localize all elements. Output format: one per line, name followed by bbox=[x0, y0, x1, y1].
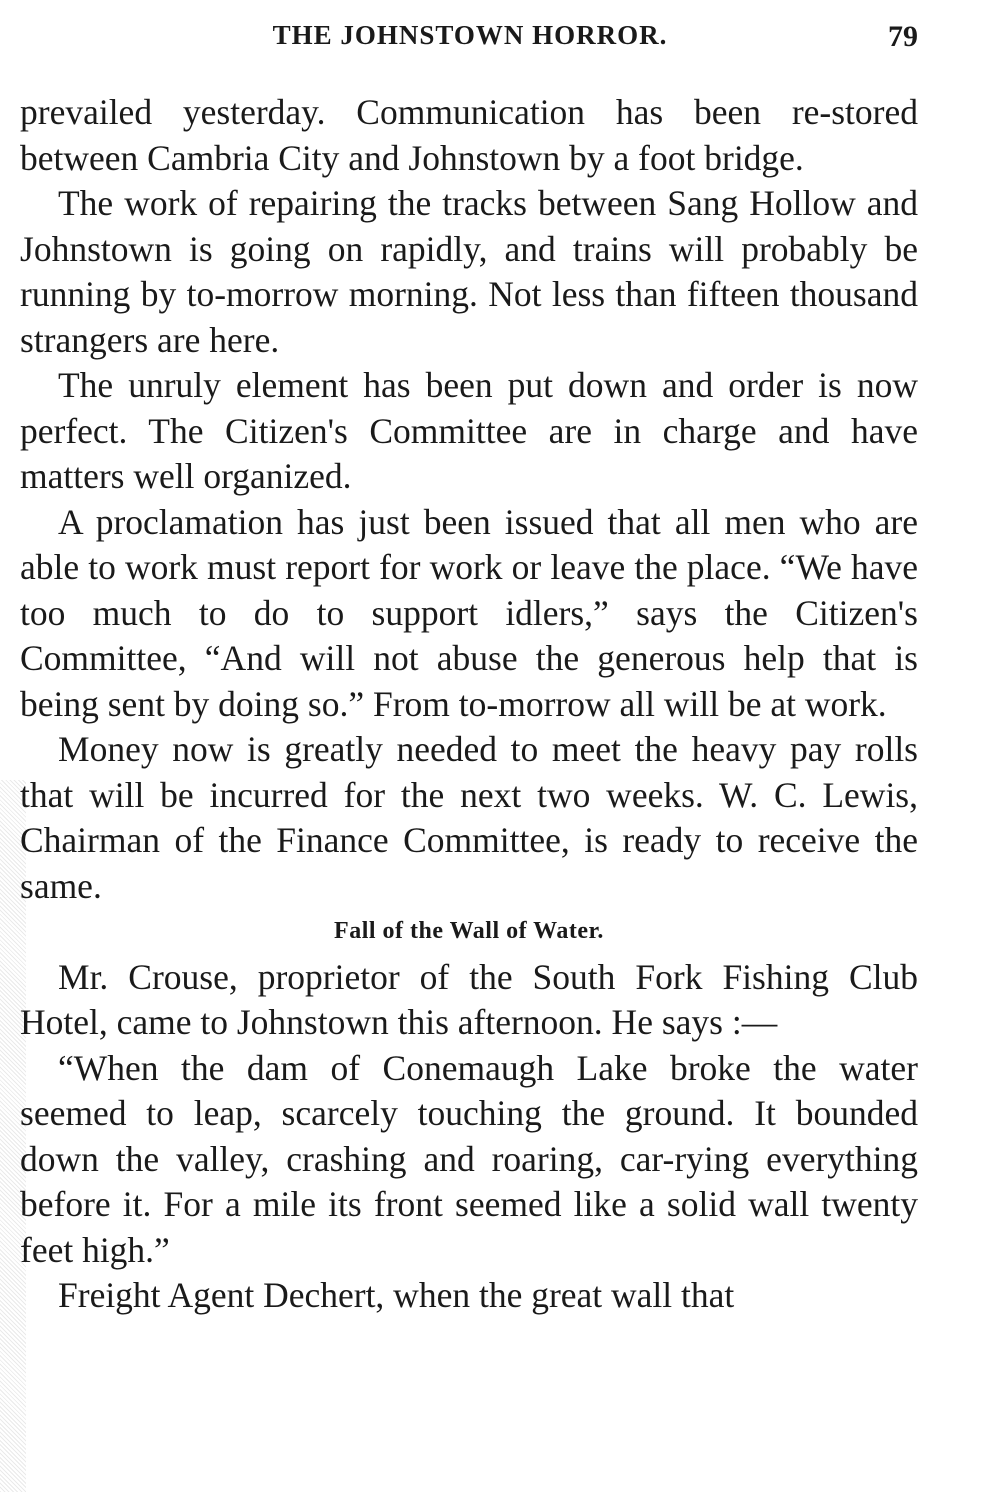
paragraph-proclamation: A proclamation has just been issued that all men who are able to work must report for work or leave the place. “We have too much to do to support idlers,” says the Citizen's Committee, “And will not abuse the generous help that is being sent by doing so.” From to-morrow all will be at work. bbox=[20, 501, 918, 724]
running-title: THE JOHNSTOWN HORROR. bbox=[272, 20, 668, 50]
paragraph-dechert: Freight Agent Dechert, when the great wall that bbox=[58, 1275, 735, 1315]
section-subheading: Fall of the Wall of Water. bbox=[334, 918, 604, 944]
paragraph-track-repairs: The work of repairing the tracks between Sang Hollow and Johnstown is going on rapidly, and trains will probably be running by to-morrow morning. Not less than fifteen thousand strangers are here. bbox=[20, 183, 918, 360]
paragraph-order-restored: The unruly element has been put down and order is now perfect. The Citizen's Committee are in charge and have matters well organized. bbox=[20, 365, 918, 496]
paragraph-crouse-quote: “When the dam of Conemaugh Lake broke the water seemed to leap, scarcely touching the ground. It bounded down the valley, crashing and roaring, car-rying everything before it. For a mile its front seemed like a solid wall twenty feet high.” bbox=[20, 1047, 918, 1270]
paragraph-crouse: Mr. Crouse, proprietor of the South Fork Fishing Club Hotel, came to Johnstown this afternoon. He says :— bbox=[20, 956, 918, 1042]
page-body bbox=[20, 90, 918, 1319]
page-header bbox=[20, 20, 920, 64]
paragraph-continued: prevailed yesterday. Communication has been re-stored between Cambria City and Johnstown by a foot bridge. bbox=[20, 92, 918, 178]
page-number: 79 bbox=[888, 20, 918, 53]
paragraph-money-needed: Money now is greatly needed to meet the heavy pay rolls that will be incurred for the next two weeks. W. C. Lewis, Chairman of the Finance Committee, is ready to receive the same. bbox=[20, 729, 918, 906]
